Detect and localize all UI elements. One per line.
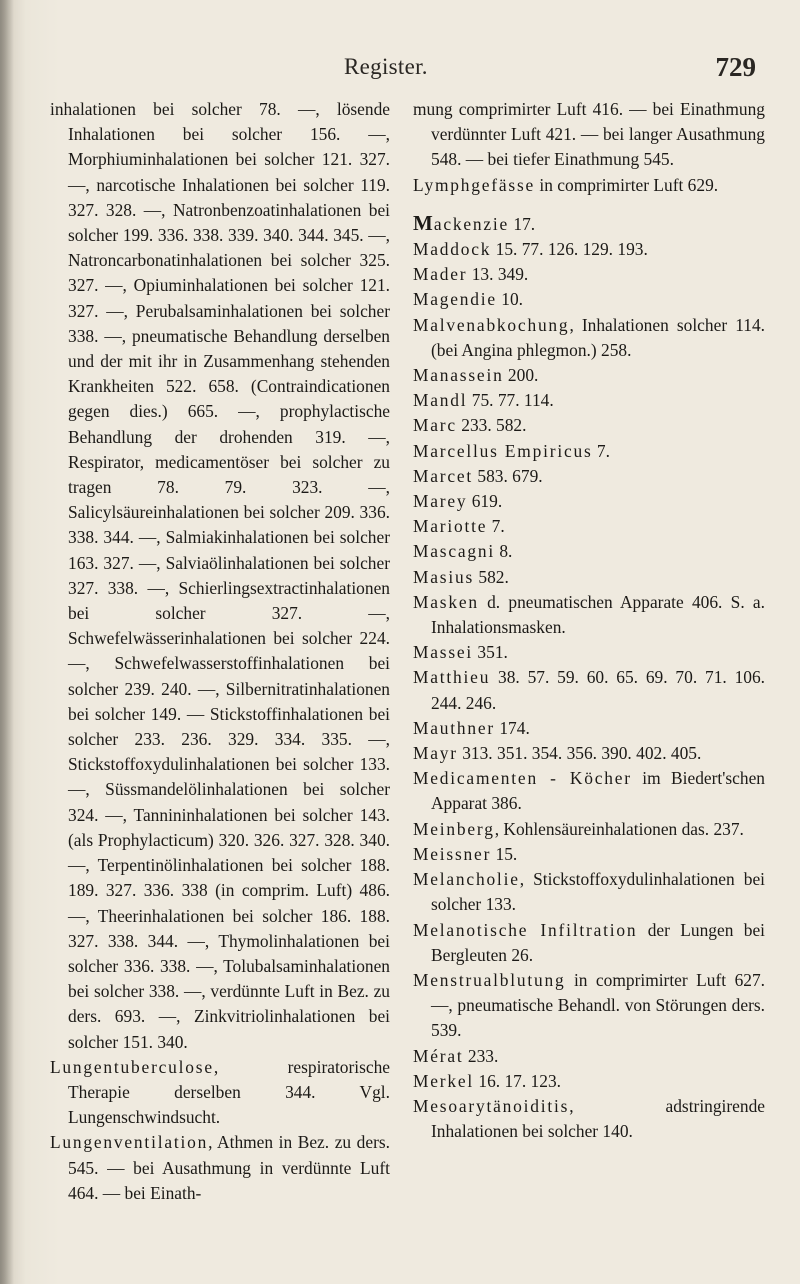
entry-text: 233. <box>463 1045 499 1066</box>
entry-text: 38. 57. 59. 60. 65. 69. 70. 71. 106. 244. 246. <box>431 667 765 713</box>
index-entry <box>413 590 765 640</box>
entry-text: in comprimirter Luft 629. <box>535 174 719 195</box>
entry-text: mung comprimirter Luft 416. — bei Einathmung verdünnter Luft 421. — bei langer Ausathmung 548. — bei tiefer Einathmung 545. <box>413 99 765 170</box>
index-entry <box>413 741 765 766</box>
index-entry <box>413 237 765 262</box>
entry-text: 17. <box>509 213 536 234</box>
index-entry-continued <box>50 97 390 1055</box>
entry-text: 7. <box>592 440 610 461</box>
index-entry <box>413 665 765 715</box>
entry-keyword: Merkel <box>413 1070 475 1091</box>
entry-keyword: Mariotte <box>413 516 488 537</box>
entry-keyword: Lungentuberculose <box>50 1056 214 1077</box>
entry-keyword: Maddock <box>413 239 492 260</box>
entry-text: , Kohlensäureinhalationen das. 237. <box>494 818 744 839</box>
entry-keyword: Menstrualblutung <box>413 969 566 990</box>
entry-keyword: Meissner <box>413 843 492 864</box>
entry-keyword: Mesoarytänoiditis <box>413 1095 570 1116</box>
index-entry <box>413 388 765 413</box>
entry-text: 619. <box>467 491 503 512</box>
index-entry <box>413 716 765 741</box>
entry-text: 174. <box>495 717 530 738</box>
index-entry <box>413 489 765 514</box>
index-entry <box>413 1069 765 1094</box>
index-entry <box>413 1044 765 1069</box>
entry-text: in comprimirter Luft 627. —, pneumatische Behandl. von Störungen ders. 539. <box>431 969 765 1041</box>
entry-text: , adstringirende Inhalationen bei solcher 140. <box>431 1095 765 1142</box>
index-entry <box>50 1130 390 1206</box>
entry-keyword: Melanotische Infiltration <box>413 919 638 940</box>
index-column-right <box>413 97 765 1144</box>
entry-keyword: Mauthner <box>413 717 496 738</box>
entry-text: 13. 349. <box>467 264 529 285</box>
entry-keyword: Magendie <box>413 289 497 310</box>
index-entry <box>413 464 765 489</box>
index-entry <box>413 173 765 198</box>
entry-keyword: Lungenventilation <box>50 1132 209 1153</box>
entry-keyword: Matthieu <box>413 667 491 688</box>
entry-keyword: Malvenabkochung <box>413 314 570 335</box>
entry-keyword: Medicamenten - Köcher <box>413 768 632 789</box>
entry-keyword: Masken <box>413 591 479 612</box>
section-initial-letter: M <box>413 210 434 235</box>
entry-text: 8. <box>495 541 513 562</box>
entry-text: , Inhalationen solcher 114. (bei Angina phlegmon.) 258. <box>431 314 765 360</box>
entry-text: , Stickstoffoxydulinhalationen bei solcher 133. <box>431 869 765 915</box>
entry-text: 351. <box>473 642 508 663</box>
entry-keyword: Meinberg <box>413 818 495 839</box>
index-entry-section-start <box>413 211 765 237</box>
entry-text: 15. 77. 126. 129. 193. <box>491 239 648 260</box>
entry-text: 15. <box>491 843 518 864</box>
entry-text: 583. 679. <box>473 465 543 486</box>
entry-text: der Lungen bei Bergleuten 26. <box>431 919 765 965</box>
entry-text: d. pneumatischen Apparate 406. S. a. Inhalationsmasken. <box>431 591 765 638</box>
index-entry <box>413 968 765 1044</box>
index-entry <box>413 262 765 287</box>
entry-text: 7. <box>487 516 505 537</box>
running-head-title: Register. <box>344 54 428 79</box>
index-entry <box>413 1094 765 1144</box>
index-entry <box>413 640 765 665</box>
index-entry <box>413 514 765 539</box>
page-gutter-shadow <box>0 0 14 1284</box>
entry-keyword: Melancholie <box>413 869 520 890</box>
entry-text: 582. <box>474 566 509 587</box>
entry-keyword: Mader <box>413 264 468 285</box>
index-entry <box>50 1055 390 1131</box>
entry-keyword: Marcet <box>413 465 474 486</box>
index-entry <box>413 766 765 816</box>
entry-keyword: Mayr <box>413 743 458 764</box>
running-head <box>0 48 800 88</box>
index-entry <box>413 313 765 363</box>
index-entry <box>413 363 765 388</box>
entry-keyword: Mandl <box>413 390 468 411</box>
entry-keyword: Mérat <box>413 1045 464 1066</box>
entry-keyword: Marcellus Empiricus <box>413 440 593 461</box>
entry-keyword: Manassein <box>413 365 504 386</box>
entry-text: im Biedert'schen Apparat 386. <box>431 768 765 814</box>
entry-text: inhalationen bei solcher 78. —, lösende Inhalationen bei solcher 156. —, Morphiuminhalationen bei solcher 121. 327. —, narcotische Inhalationen bei solcher 119. 327. 328. —, Natronbenzoatinhalationen bei solcher 199. 336. 338. 339. 340. 344. 345. —, Natroncarbonatinhalationen bei solcher 325. 327. —, Opiuminhalationen bei solcher 121. 327. —, Perubalsaminhalationen bei solcher 338. —, pneumatische Behandlung derselben und der mit ihr in Zusammenhang stehenden Krankheiten 522. 658. (Contraindicationen gegen dies.) 665. —, prophylactische Behandlung der drohenden 319. —, Respirator, medicamentöser bei solcher zu tragen 78. 79. 323. —, Salicylsäureinhalationen bei solcher 209. 336. 338. 344. —, Salmiakinhalationen bei solcher 163. 327. —, Salviaölinhalationen bei solcher 327. 338. —, Schierlingsextractinhalationen bei solcher 327. —, Schwefelwässerinhalationen bei solcher 224. —, Schwefelwasserstoffinhalationen bei solcher 239. 240. —, Silbernitratinhalationen bei solcher 149. — Stickstoffinhalationen bei solcher 233. 236. 329. 334. 335. —, Stickstoffoxydulinhalationen bei solcher 133. —, Süssmandelölinhalationen bei solcher 324. —, Tannininhalationen bei solcher 143. (als Prophylacticum) 320. 326. 327. 328. 340. —, Terpentinölinhalationen bei solcher 188. 189. 327. 336. 338 (in comprim. Luft) 486. —, Theerinhalationen bei solcher 186. 188. 327. 338. 344. —, Thymolinhalationen bei solcher 336. 338. —, Tolubalsaminhalationen bei solcher 338. —, verdünnte Luft in Bez. zu ders. 693. —, Zinkvitriolinhalationen bei solcher 151. 340. <box>50 99 390 1052</box>
entry-text: 16. 17. 123. <box>474 1070 561 1091</box>
entry-text: 313. 351. 354. 356. 390. 402. 405. <box>457 743 702 764</box>
index-entry <box>413 539 765 564</box>
entry-keyword: ackenzie <box>433 213 510 234</box>
entry-keyword: Mascagni <box>413 541 496 562</box>
index-entry-continued <box>413 97 765 173</box>
entry-keyword: Masius <box>413 566 475 587</box>
index-entry <box>413 287 765 312</box>
index-entry <box>413 439 765 464</box>
entry-keyword: Marc <box>413 415 457 436</box>
page-number: 729 <box>715 52 756 82</box>
index-entry <box>413 867 765 917</box>
index-entry <box>413 842 765 867</box>
entry-keyword: Marey <box>413 491 468 512</box>
entry-text: 200. <box>503 365 539 386</box>
index-entry <box>413 817 765 842</box>
index-entry <box>413 565 765 590</box>
entry-text: , Athmen in Bez. zu ders. 545. — bei Ausathmung in verdünnte Luft 464. — bei Einath- <box>68 1132 390 1203</box>
index-column-left <box>50 97 390 1206</box>
entry-text: 233. 582. <box>456 415 527 436</box>
index-entry <box>413 918 765 968</box>
index-entry <box>413 413 765 438</box>
entry-keyword: Lymphgefässe <box>413 174 536 195</box>
entry-text: , respiratorische Therapie derselben 344. Vgl. Lungenschwindsucht. <box>68 1056 390 1128</box>
entry-keyword: Massei <box>413 642 474 663</box>
entry-text: 75. 77. 114. <box>467 390 554 411</box>
entry-text: 10. <box>496 289 524 310</box>
